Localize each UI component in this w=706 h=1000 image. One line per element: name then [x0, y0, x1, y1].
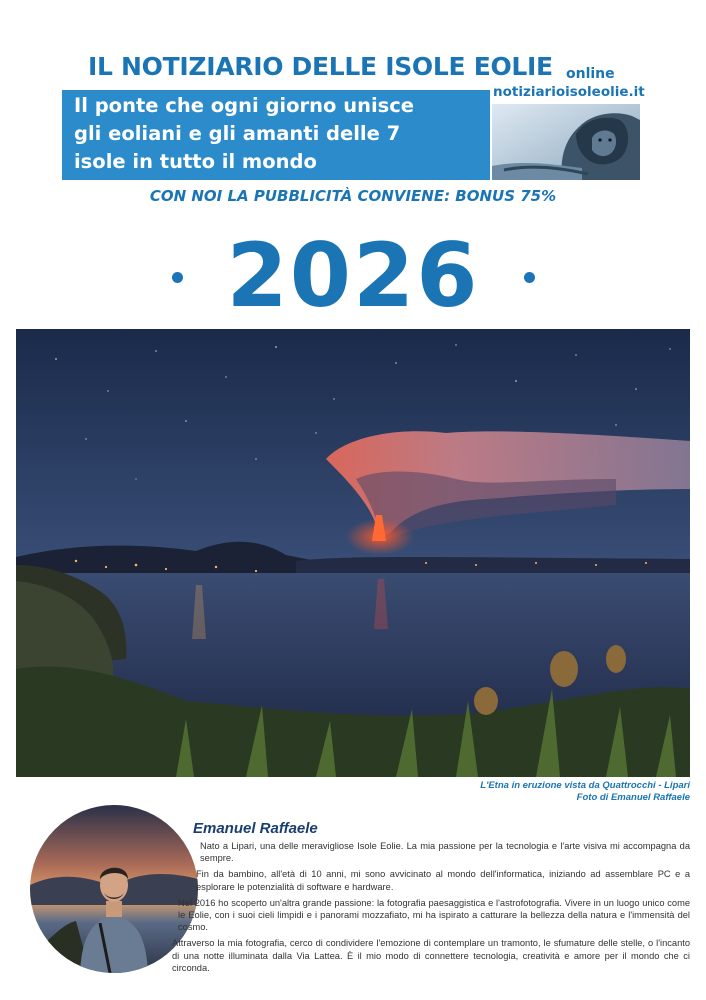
- lion-illustration: [492, 104, 640, 180]
- bio-paragraph: Fin da bambino, all'età di 10 anni, mi sono avvicinato al mondo dell'informatica, iniziando ad assemblare PC e a esplorare le potenzialità di software e hardware.: [196, 869, 690, 892]
- site-url[interactable]: notiziarioisoleolie.it: [493, 84, 645, 100]
- photo-caption: [480, 780, 690, 804]
- slogan-text: Il ponte che ogni giorno unisce gli eoliani e gli amanti delle 7 isole in tutto il mondo: [74, 94, 415, 173]
- bio-paragraph: Nato a Lipari, una delle meravigliose Isole Eolie. La mia passione per la tecnologia e l'arte visiva mi accompagna da sempre.: [200, 841, 690, 864]
- bio-paragraph: Nel 2016 ho scoperto un'altra grande passione: la fotografia paesaggistica e l'astrofotografia. Vivere in un luogo unico come le Eolie, con i suoi cieli limpidi e i panorami mozzafiato, mi ha ispirato a catturare la bellezza della natura e l'immensità del cosmo.: [178, 897, 690, 933]
- etna-eruption-photo: [16, 329, 690, 777]
- masthead-title: IL NOTIZIARIO DELLE ISOLE EOLIE: [88, 52, 553, 81]
- bio-paragraph: Attraverso la mia fotografia, cerco di condividere l'emozione di contemplare un tramonto, le sfumature delle stelle, o l'incanto di una notte illuminata dalla Via Lattea. È il mio modo di connettere tecnologia, creatività e amore per il mondo che ci circonda.: [172, 938, 690, 973]
- author-bio: [172, 840, 690, 978]
- decorative-dot-right: [524, 272, 535, 283]
- caption-title: L'Etna in eruzione vista da Quattrocchi - Lipari: [480, 780, 690, 791]
- caption-credit: Foto di Emanuel Raffaele: [576, 792, 690, 803]
- night-landscape-illustration: [16, 329, 690, 777]
- slogan-banner: [62, 90, 490, 180]
- promo-bonus-text: CON NOI LA PUBBLICITÀ CONVIENE: BONUS 75%: [149, 187, 557, 205]
- lion-logo-image: [492, 104, 640, 180]
- author-name: Emanuel Raffaele: [193, 820, 318, 837]
- year-heading: [0, 226, 706, 326]
- online-label: online: [566, 66, 615, 82]
- year-label: 2026: [226, 224, 480, 327]
